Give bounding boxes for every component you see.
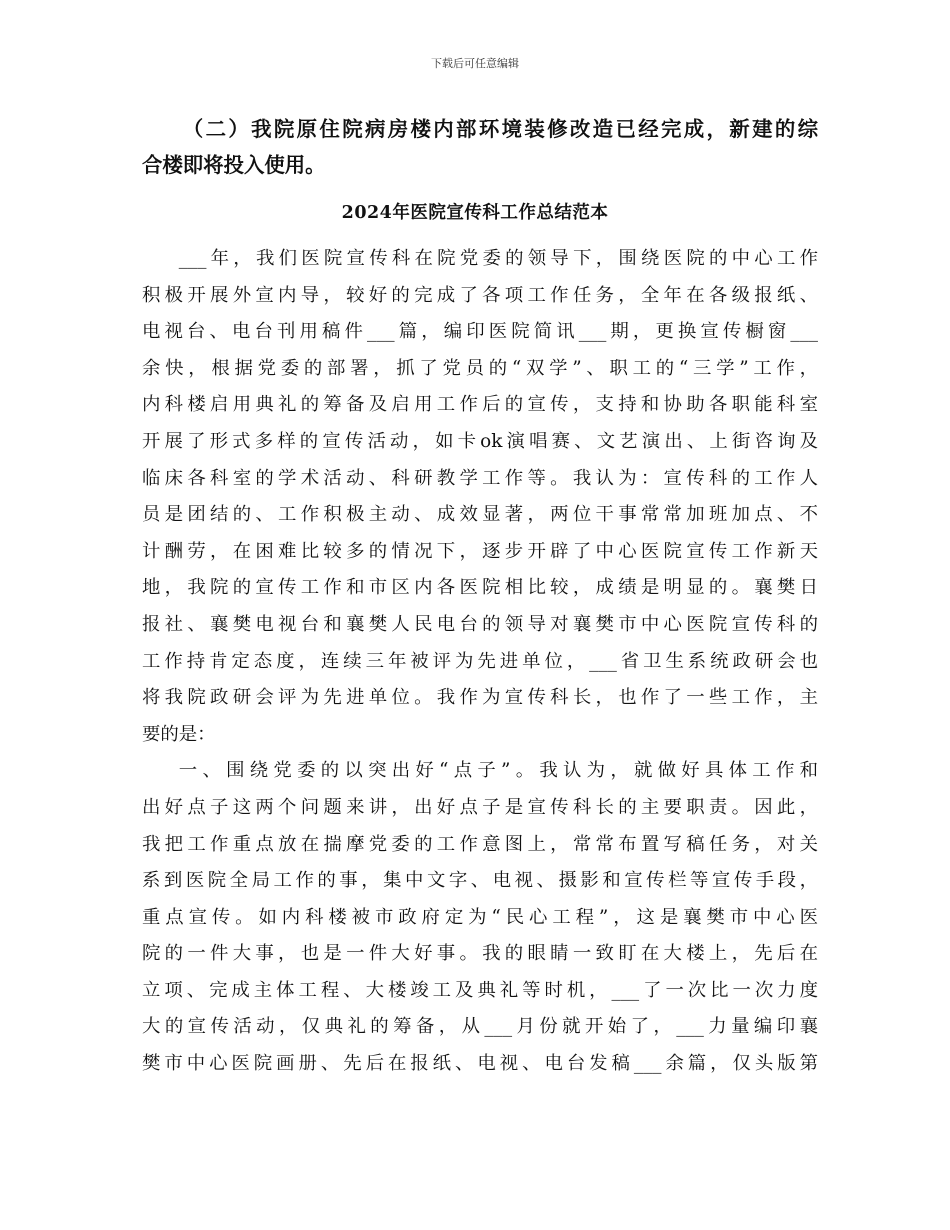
page-header: 下载后可任意编辑 [431, 57, 519, 70]
text-line: 员是团结的、工作积极主动、成效显著，两位干事常常加班加点、不 [142, 504, 818, 526]
text-line: （二）我院原住院病房楼内部环境装修改造已经完成，新建的综 [182, 117, 818, 141]
paragraph-1 [142, 241, 818, 753]
main-body [142, 241, 818, 1083]
text-line: 系到医院全局工作的事，集中文字、电视、摄影和宣传栏等宣传手段， [142, 870, 818, 892]
text-line: 余快，根据党委的部署，抓了党员的“双学”、职工的“三学”工作， [142, 357, 818, 379]
document-title: 2024年医院宣传科工作总结范本 [341, 203, 609, 223]
text-line: 大的宣传活动，仅典礼的筹备，从___月份就开始了，___力量编印襄 [142, 1016, 818, 1038]
text-line: 樊市中心医院画册、先后在报纸、电视、电台发稿___余篇，仅头版第 [142, 1053, 818, 1075]
text-line: 立项、完成主体工程、大楼竣工及典礼等时机，___了一次比一次力度 [142, 979, 818, 1001]
text-line: 计酬劳，在困难比较多的情况下，逐步开辟了中心医院宣传工作新天 [142, 540, 818, 562]
text-line: 积极开展外宣内导，较好的完成了各项工作任务，全年在各级报纸、 [142, 284, 818, 306]
text-line: 电视台、电台刊用稿件___篇，编印医院简讯___期，更换宣传橱窗___ [142, 321, 818, 343]
text-line: 内科楼启用典礼的筹备及启用工作后的宣传，支持和协助各职能科室 [142, 394, 818, 416]
text-line: 院的一件大事，也是一件大好事。我的眼睛一致盯在大楼上，先后在 [142, 943, 818, 965]
text-line: 一、围绕党委的以突出好“点子”。我认为，就做好具体工作和 [178, 760, 818, 782]
text-line: ___年，我们医院宣传科在院党委的领导下，围绕医院的中心工作 [178, 248, 818, 269]
text-line: 工作持肯定态度，连续三年被评为先进单位，___省卫生系统政研会也 [142, 650, 818, 672]
text-line: 我把工作重点放在揣摩党委的工作意图上，常常布置写稿任务，对关 [142, 833, 818, 855]
text-line: 要的是： [142, 723, 216, 745]
text-line: 将我院政研会评为先进单位。我作为宣传科长，也作了一些工作，主 [142, 687, 818, 709]
text-line: 地，我院的宣传工作和市区内各医院相比较，成绩是明显的。襄樊日 [142, 577, 818, 599]
intro-paragraph [142, 111, 818, 183]
paragraph-2 [142, 753, 818, 1082]
text-line: 合楼即将投入使用。 [142, 153, 326, 177]
text-line: 出好点子这两个问题来讲，出好点子是宣传科长的主要职责。因此， [142, 796, 818, 818]
text-line: 开展了形式多样的宣传活动，如卡ok演唱赛、文艺演出、上街咨询及 [142, 430, 818, 452]
text-line: 报社、襄樊电视台和襄樊人民电台的领导对襄樊市中心医院宣传科的 [142, 613, 818, 635]
text-line: 临床各科室的学术活动、科研教学工作等。我认为：宣传科的工作人 [142, 467, 818, 489]
text-line: 重点宣传。如内科楼被市政府定为“民心工程”，这是襄樊市中心医 [142, 906, 818, 928]
